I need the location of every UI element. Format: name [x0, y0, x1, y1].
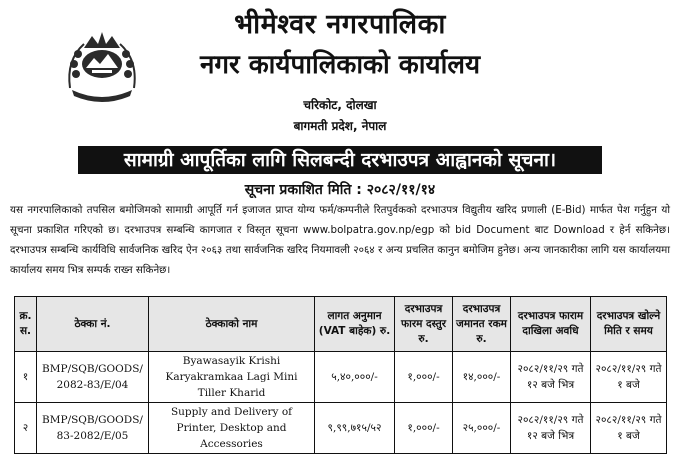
row-contract-no: BMP/SQB/GOODS/ 83-2082/E/05: [37, 403, 149, 454]
header-contract-name: ठेक्काको नाम: [149, 297, 315, 352]
row-bid-security: २५,०००/-: [453, 403, 511, 454]
header-cost-estimate: लागत अनुमान (VAT बाहेक) रु.: [315, 297, 395, 352]
header-bid-security: दरभाउपत्र जमानत रकम रु.: [453, 297, 511, 352]
bid-table: [14, 296, 667, 454]
row-serial: १: [15, 352, 37, 403]
nepal-emblem-icon: [62, 30, 142, 102]
office-name: नगर कार्यपालिकाको कार्यालय: [199, 50, 481, 80]
table-header-row: [15, 297, 667, 352]
row-serial: २: [15, 403, 37, 454]
address-line-1: चरिकोट, दोलखा: [303, 98, 377, 112]
municipality-name: भीमेश्वर नगरपालिका: [234, 9, 446, 40]
row-contract-name: Supply and Delivery of Printer, Desktop and Accessories: [149, 403, 315, 454]
header-form-fee: दरभाउपत्र फारम दस्तुर रु.: [395, 297, 453, 352]
row-opening-time: २०८२/११/२९ गते १ बजे: [591, 352, 667, 403]
header-submission-period: दरभाउपत्र फाराम दाखिला अवधि: [511, 297, 591, 352]
row-contract-no: BMP/SQB/GOODS/ 2082-83/E/04: [37, 352, 149, 403]
header-opening-time: दरभाउपत्र खोल्ने मिति र समय: [591, 297, 667, 352]
notice-publish-date: सूचना प्रकाशित मिति : २०८२/११/१४: [244, 182, 436, 198]
row-submission-period: २०८२/११/२९ गते १२ बजे भित्र: [511, 352, 591, 403]
row-form-fee: १,०००/-: [395, 352, 453, 403]
row-opening-time: २०८२/११/२९ गते १ बजे: [591, 403, 667, 454]
row-contract-name: Byawasayik Krishi Karyakramkaa Lagi Mini Tiller Kharid: [149, 352, 315, 403]
table-row: [15, 352, 667, 403]
row-cost-estimate: ५,४०,०००/-: [315, 352, 395, 403]
row-submission-period: २०८२/११/२९ गते १२ बजे भित्र: [511, 403, 591, 454]
row-bid-security: १४,०००/-: [453, 352, 511, 403]
header-contract-no: ठेक्का नं.: [37, 297, 149, 352]
header-serial: क्र. स.: [15, 297, 37, 352]
row-cost-estimate: ९,९९,७१५/५२: [315, 403, 395, 454]
row-form-fee: १,०००/-: [395, 403, 453, 454]
notice-body-paragraph: यस नगरपालिकाको तपसिल बमोजिमको सामाग्री आपूर्ति गर्न इजाजत प्राप्त योग्य फर्म/कम्पनीले रितपुर्वकको दरभाउपत्र विद्युतीय खरिद प्रणाली (E-Bid) मार्फत पेश गर्नुहुन यो सूचना प्रकाशित गरिएको छ। दरभाउपत्र सम्बन्धि कागजात र विस्तृत सूचना www.bolpatra.gov.np/egp को bid Document बाट Download र हेर्न सकिनेछ। दरभाउपत्र सम्बन्धि कार्यविधि सार्वजनिक खरिद ऐन २०६३ तथा सार्वजनिक खरिद नियमावली २०६४ र अन्य प्रचलित कानुन बमोजिम हुनेछ। अन्य जानकारीका लागि यस कार्यालयमा कार्यालय समय भित्र सम्पर्क राख्न सकिनेछ।: [10, 204, 670, 276]
table-row: [15, 403, 667, 454]
notice-title-banner: सामाग्री आपूर्तिका लागि सिलबन्दी दरभाउपत्र आह्वानको सूचना।: [78, 146, 602, 174]
address-line-2: बागमती प्रदेश, नेपाल: [293, 119, 387, 133]
